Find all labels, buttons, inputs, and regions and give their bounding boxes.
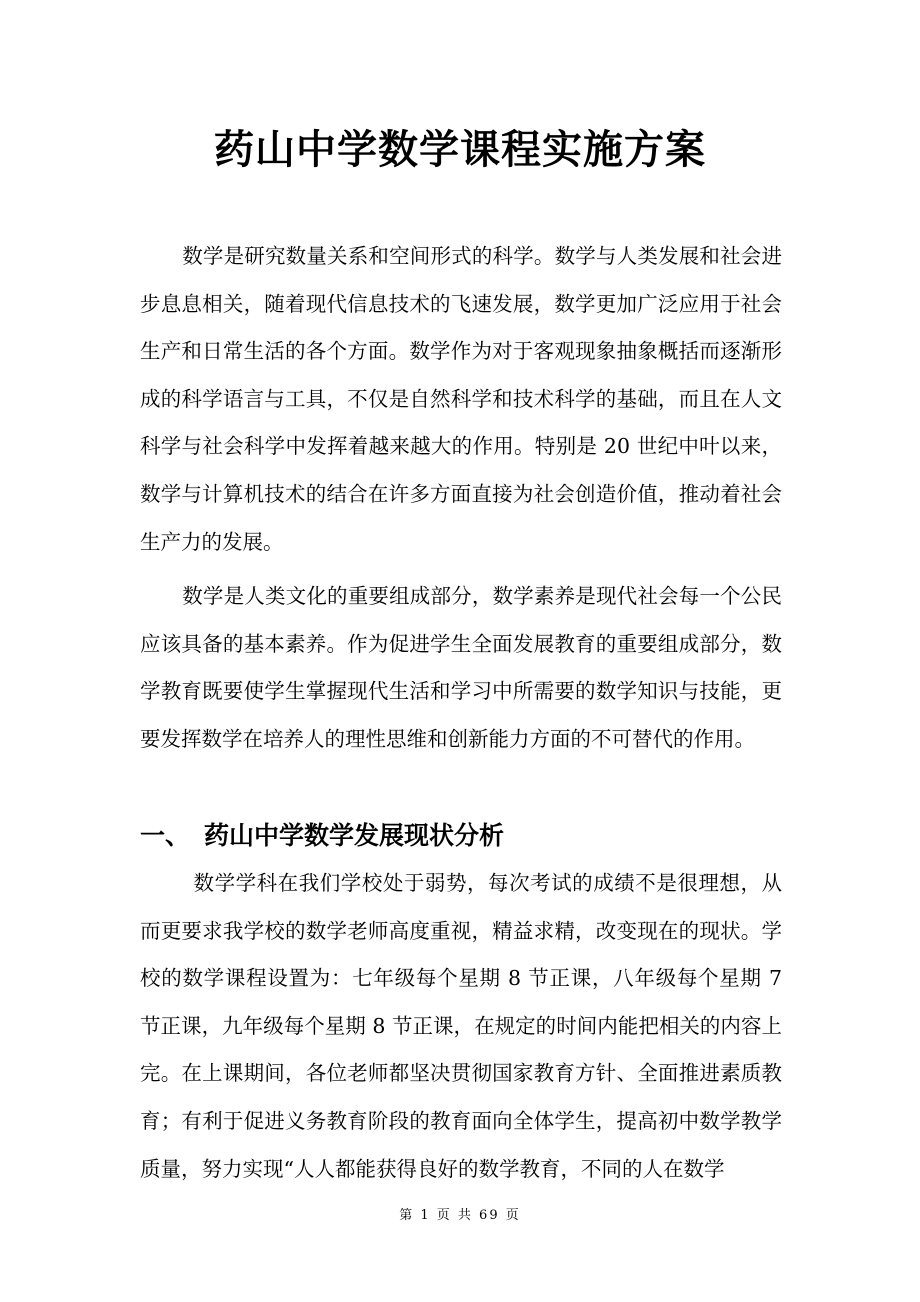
intro-paragraph-1-text: 数学是研究数量关系和空间形式的科学。数学与人类发展和社会进步息息相关，随着现代信息技术的飞速发展，数学更加广泛应用于社会生产和日常生活的各个方面。数学作为对于客观现象抽象概括而逐渐形成的科学语言与工具，不仅是自然科学和技术科学的基础，而且在人文科学与社会科学中发挥着越来越大的作用。特别是 20 世纪中叶以来，数学与计算机技术的结合在许多方面直接为社会创造价值，推动着社会生产力的发展。 [140,244,782,554]
document-title: 药山中学数学课程实施方案 [214,127,706,173]
section-1-paragraph [140,860,782,1193]
intro-paragraph-2-text: 数学是人类文化的重要组成部分，数学素养是现代社会每一个公民应该具备的基本素养。作为促进学生全面发展教育的重要组成部分，数学教育既要使学生掌握现代生活和学习中所需要的数学知识与技能，更要发挥数学在培养人的理性思维和创新能力方面的不可替代的作用。 [140,584,782,751]
intro-paragraph-1 [140,233,782,566]
section-1-heading [140,810,782,862]
section-1-number: 一、 [140,821,191,850]
intro-paragraph-2 [140,573,782,763]
page-number-footer: 第 1 页 共 69 页 [399,1208,521,1223]
section-1-heading-text: 药山中学数学发展现状分析 [204,821,505,850]
section-1-paragraph-text: 数学学科在我们学校处于弱势，每次考试的成绩不是很理想，从而更要求我学校的数学老师高度重视，精益求精，改变现在的现状。学校的数学课程设置为：七年级每个星期 8 节正课，八年级每个星期 7 节正课，九年级每个星期 8 节正课，在规定的时间内能把相关的内容上完。在上课期间，各位老师都坚决贯彻国家教育方针、全面推进素质教育；有利于促进义务教育阶段的教育面向全体学生，提高初中数学教学质量，努力实现“人人都能获得良好的数学教育，不同的人在数学 [140,871,782,1181]
